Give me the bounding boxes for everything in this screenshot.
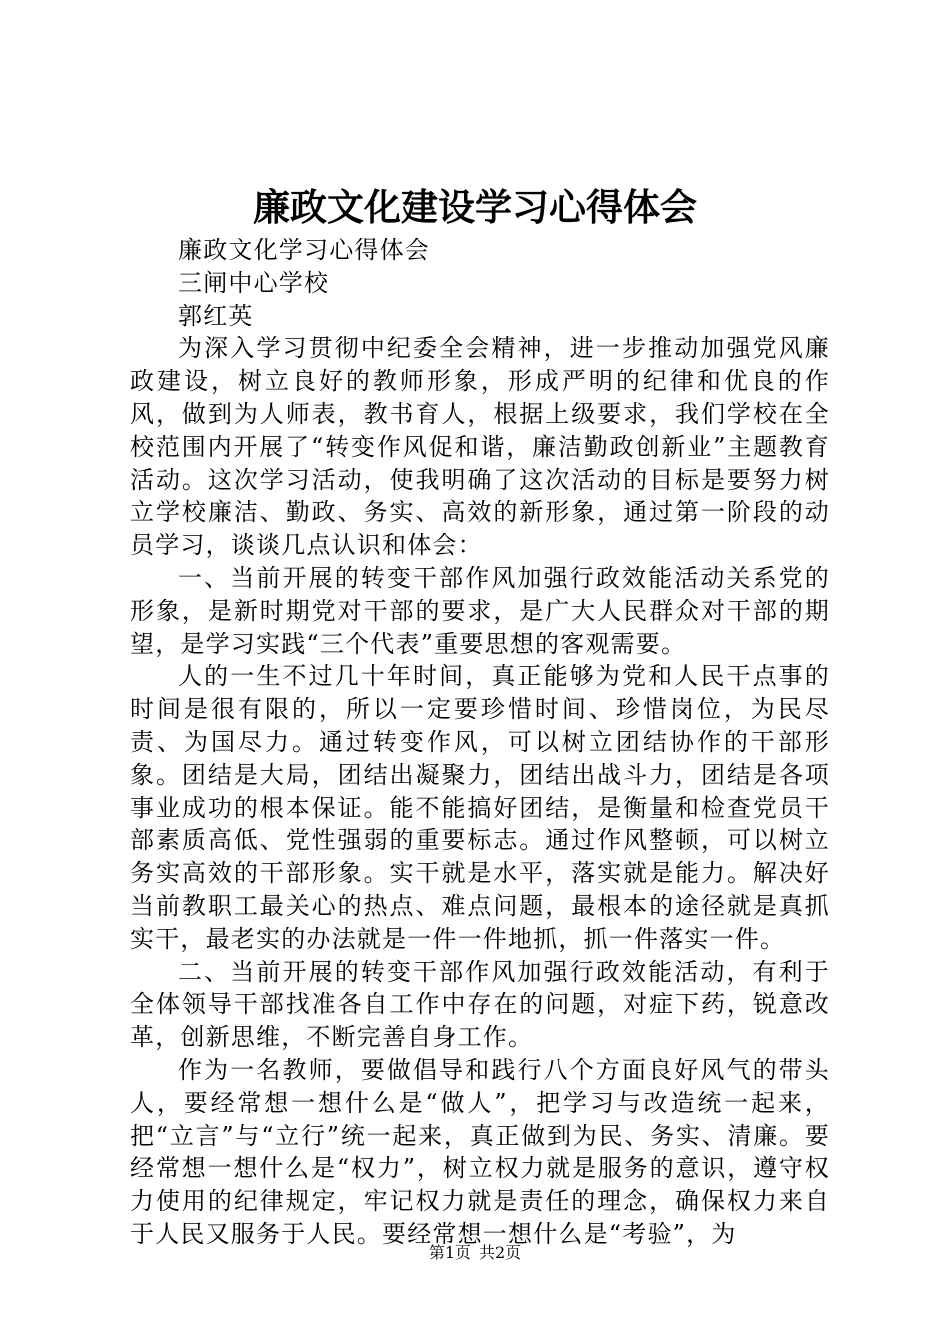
paragraph: 人的一生不过几十年时间，真正能够为党和人民干点事的时间是很有限的，所以一定要珍惜时间、珍惜岗位，为民尽责、为国尽力。通过转变作风，可以树立团结协作的干部形象。团结是大局，团结出凝聚力，团结出战斗力，团结是各项事业成功的根本保证。能不能搞好团结，是衡量和检查党员干部素质高低、党性强弱的重要标志。通过作风整顿，可以树立务实高效的干部形象。实干就是水平，落实就是能力。解决好当前教职工最关心的热点、难点问题，最根本的途径就是真抓实干，最老实的办法就是一件一件地抓，抓一件落实一件。 [130,662,830,953]
paragraph: 为深入学习贯彻中纪委全会精神，进一步推动加强党风廉政建设，树立良好的教师形象，形成严明的纪律和优良的作风，做到为人师表，教书育人，根据上级要求，我们学校在全校范围内开展了“转变作风促和谐，廉洁勤政创新业”主题教育活动。这次学习活动，使我明确了这次活动的目标是要努力树立学校廉洁、勤政、务实、高效的新形象，通过第一阶段的动员学习，谈谈几点认识和体会： [130,334,830,560]
page-number: 第1页 [428,1243,471,1262]
author-name: 郭红英 [178,301,254,330]
paragraph: 作为一名教师，要做倡导和践行八个方面良好风气的带头人，要经常想一想什么是“做人”，把学习与改造统一起来，把“立言”与“立行”统一起来，真正做到为民、务实、清廉。要经常想一想什么是“权力”，树立权力就是服务的意识，遵守权力使用的纪律规定，牢记权力就是责任的理念，确保权力来自于人民又服务于人民。要经常想一想什么是“考验”，为 [130,1055,830,1248]
page-footer [0,1243,950,1263]
school-name: 三闸中心学校 [178,268,330,297]
paragraph: 二、当前开展的转变干部作风加强行政效能活动，有利于全体领导干部找准各自工作中存在的问题，对症下药，锐意改革，创新思维，不断完善自身工作。 [130,957,830,1052]
document-title: 廉政文化建设学习心得体会 [253,186,697,229]
page-total: 共2页 [479,1243,522,1262]
document-body [130,234,830,1251]
paragraph: 一、当前开展的转变干部作风加强行政效能活动关系党的形象，是新时期党对干部的要求，是广大人民群众对干部的期望，是学习实践“三个代表”重要思想的客观需要。 [130,563,830,658]
document-subtitle: 廉政文化学习心得体会 [178,236,430,264]
